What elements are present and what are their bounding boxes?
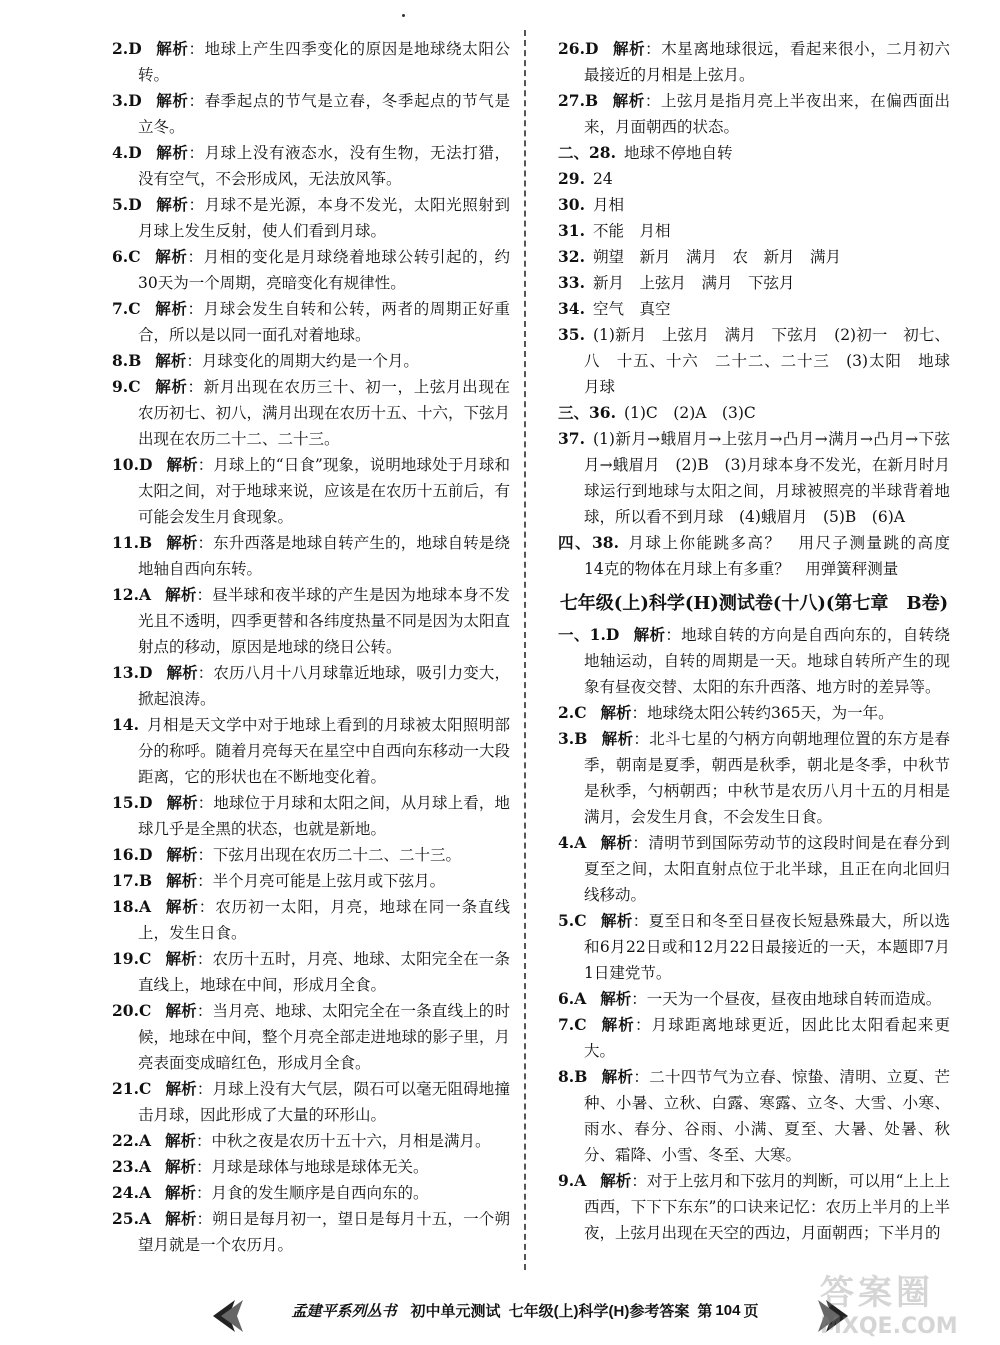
analysis-label: 解析 [166,793,198,812]
answer-choice: B [574,1067,588,1086]
answer-choice: A [138,1209,151,1228]
answer-item [112,348,510,374]
column-divider [524,30,526,1270]
answer-text: ：东升西落是地球自转产生的，地球自转是绕地轴自西向东转。 [138,534,510,578]
analysis-label: 解析 [165,949,197,968]
question-number: 35. [558,325,585,344]
answer-choice: D [584,39,599,58]
analysis-label: 解析 [165,585,197,604]
answer-text: ：一天为一个昼夜，昼夜由地球自转而造成。 [631,990,942,1008]
analysis-label: 解析 [155,39,189,58]
question-number: 四、38. [558,533,619,552]
question-number: 14. [112,715,139,734]
answer-item [112,88,510,140]
question-number: 34. [558,299,585,318]
answer-item [112,842,510,868]
analysis-label: 解析 [155,143,189,162]
question-number: 18. [112,897,139,916]
section-title: 七年级(上)科学(H)测试卷(十八)(第七章 B卷) [559,593,949,614]
answer-item [112,660,510,712]
answer-item [112,712,510,790]
question-number: 10. [112,455,139,474]
question-number: 2. [112,39,129,58]
answer-item [558,830,950,908]
answer-text: (1)新月 上弦月 满月 下弦月 (2)初一 初七、八 十五、十六 二十二、二十三 (3)太阳 地球 月球 [584,326,966,396]
analysis-label: 解析 [600,1171,632,1190]
answer-text: ：中秋之夜是农历十五十六，月相是满月。 [196,1132,491,1150]
answer-item [558,140,950,166]
question-number: 27. [558,91,585,110]
analysis-label: 解析 [154,247,188,266]
question-number: 6. [558,989,575,1008]
analysis-label: 解析 [154,299,188,318]
answer-text: 新月 上弦月 满月 下弦月 [592,274,795,292]
answer-choice: C [138,1079,152,1098]
answer-choice: C [138,1001,152,1020]
question-number: 30. [558,195,585,214]
answer-item [558,1012,950,1064]
analysis-label: 解析 [600,833,633,852]
answer-item [558,36,950,88]
question-number: 23. [112,1157,139,1176]
answer-text: ：月球上的“日食”现象，说明地球处于月球和太阳之间，对于地球来说，应该是在农历十五前后，有可能会发生月食现象。 [138,456,511,526]
answer-text: 地球不停地自转 [623,144,733,162]
answer-text: 24 [592,170,613,188]
answer-item [112,530,510,582]
answer-choice: B [574,729,588,748]
analysis-label: 解析 [166,845,198,864]
answer-choice: C [128,377,141,396]
answer-choice: B [584,91,599,110]
answer-choice: D [128,143,142,162]
answer-text: ：夏至日和冬至日昼夜长短悬殊最大，所以选和6月22日或和12月22日最接近的一天，本题即7月1日建党节。 [584,912,950,982]
analysis-label: 解析 [155,195,189,214]
answer-item [112,1076,510,1128]
analysis-label: 解析 [166,455,198,474]
answer-text: ：地球上产生四季变化的原因是地球绕太阳公转。 [138,40,510,84]
page-footer [200,1290,850,1330]
analysis-label: 解析 [612,91,645,110]
question-number: 11. [112,533,139,552]
answer-item [112,894,510,946]
answer-choice: A [138,1131,151,1150]
answer-item [558,400,950,426]
answer-item [112,998,510,1076]
question-number: 26. [558,39,585,58]
analysis-label: 解析 [166,663,198,682]
answer-choice: C [128,247,141,266]
answer-item [112,1128,510,1154]
answer-text: 月球上你能跳多高？ 用尺子测量跳的高度 14克的物体在月球上有多重？ 用弹簧秤测量 [584,534,966,578]
answer-text: ：月食的发生顺序是自西向东的。 [196,1184,429,1202]
question-number: 25. [112,1209,139,1228]
right-column [558,36,966,1246]
question-number: 32. [558,247,585,266]
answer-item [112,946,510,998]
answer-choice: A [138,585,151,604]
question-number: 6. [112,247,129,266]
answer-text: ：下弦月出现在农历二十二、二十三。 [197,846,461,864]
analysis-label: 解析 [165,1157,197,1176]
analysis-label: 解析 [600,703,632,722]
question-number: 19. [112,949,139,968]
answer-text: ：当月亮、地球、太阳完全在一条直线上的时候，地球在中间，整个月亮全部走进地球的影子里，月亮表面变成暗红色，形成月全食。 [138,1002,511,1072]
analysis-label: 解析 [155,351,187,370]
answer-choice: A [574,989,587,1008]
question-number: 22. [112,1131,139,1150]
answer-item [558,700,950,726]
answer-text: ：新月出现在农历三十、初一，上弦月出现在农历初七、初八，满月出现在农历十五、十六，下弦月出现在农历二十二、二十三。 [138,378,511,448]
answer-text: 月相 [592,196,624,214]
answer-text: ：清明节到国际劳动节的这段时间是在春分到夏至之间，太阳直射点位于北半球，且正在向北回归线移动。 [584,834,950,904]
answer-text: ：地球自转的方向是自西向东的，自转绕地轴运动，自转的周期是一天。地球自转所产生的现象有昼夜交替、太阳的东升西落、地方时的差异等。 [584,626,950,696]
answer-text: ：昼半球和夜半球的产生是因为地球本身不发光且不透明，四季更替和各纬度热量不同是因为太阳直射点的移动，原因是地球的绕日公转。 [138,586,511,656]
answer-text: ：月相的变化是月球绕着地球公转引起的，约30天为一个周期，亮暗变化有规律性。 [138,248,510,292]
question-number: 2. [558,703,575,722]
question-number: 17. [112,871,139,890]
question-number: 3. [558,729,575,748]
answer-text: ：月球上没有液态水，没有生物，无法打猎，没有空气，不会形成风，无法放风筝。 [138,144,510,188]
watermark-url: MXQE.COM [820,1314,958,1339]
answer-item [558,530,966,582]
answer-choice: D [138,793,153,812]
question-number: 20. [112,1001,139,1020]
question-number: 12. [112,585,139,604]
left-column [112,36,510,1258]
question-number: 7. [558,1015,575,1034]
answer-choice: D [128,195,142,214]
answer-text: ：春季起点的节气是立春，冬季起点的节气是立冬。 [138,92,510,136]
answer-choice: A [138,897,151,916]
answer-item [112,1206,510,1258]
answer-choice: A [574,1171,587,1190]
answer-item [558,166,950,192]
answer-choice: C [574,911,587,930]
answer-choice: B [138,871,153,890]
answer-choice: D [605,625,620,644]
answer-text: ：地球位于月球和太阳之间，从月球上看，地球几乎是全黑的状态，也就是新地。 [138,794,510,838]
answer-item [558,322,966,400]
analysis-label: 解析 [601,729,634,748]
answer-item [558,726,950,830]
question-number: 二、28. [558,143,616,162]
answer-choice: D [128,39,142,58]
answer-text: ：农历八月十八月球靠近地球，吸引力变大，掀起浪涛。 [138,664,510,708]
answer-item [112,452,510,530]
analysis-label: 解析 [155,91,189,110]
answer-text: 不能 月相 [592,222,671,240]
answer-text: ：半个月亮可能是上弦月或下弦月。 [197,872,446,890]
question-number: 4. [112,143,129,162]
answer-choice: C [574,1015,587,1034]
answer-choice: D [138,845,153,864]
answer-text: ：朔日是每月初一，望日是每月十五，一个朔望月就是一个农历月。 [138,1210,510,1254]
question-number: 7. [112,299,129,318]
analysis-label: 解析 [166,533,198,552]
answer-item [558,622,950,700]
answer-text: ：木星离地球很远，看起来很小，二月初六最接近的月相是上弦月。 [584,40,950,84]
answer-item [112,374,510,452]
answer-text: ：月球不是光源，本身不发光，太阳光照射到月球上发生反射，使人们看到月球。 [138,196,510,240]
analysis-label: 解析 [165,1131,197,1150]
answer-text: ：北斗七星的勺柄方向朝地理位置的东方是春季，朝南是夏季，朝西是秋季，朝北是冬季，中秋节是秋季，勺柄朝西；中秋节是农历八月十五的月相是满月，会发生月食，不会发生日食。 [584,730,950,826]
answer-choice: D [128,91,142,110]
analysis-label: 解析 [165,897,199,916]
answers-test-17-continued [558,36,966,582]
question-number: 16. [112,845,139,864]
analysis-label: 解析 [165,1079,197,1098]
answer-item [112,868,510,894]
question-number: 29. [558,169,585,188]
question-number: 4. [558,833,575,852]
question-number: 31. [558,221,585,240]
question-number: 24. [112,1183,139,1202]
answer-choice: C [574,703,587,722]
question-number: 3. [112,91,129,110]
answer-text: 空气 真空 [592,300,671,318]
answer-item [112,140,510,192]
answer-item [112,1154,510,1180]
footer-page-prefix: 第 [697,1302,713,1320]
answer-text: ：月球距离地球更近，因此比太阳看起来更大。 [584,1016,950,1060]
answer-item [558,426,950,530]
question-number: 一、1. [558,625,606,644]
analysis-label: 解析 [165,1209,197,1228]
answer-text: (1)新月→蛾眉月→上弦月→凸月→满月→凸月→下弦月→蛾眉月 (2)B (3)月球本身不发光，在新月时月球运行到地球与太阳之间，月球被照亮的半球背着地球，所以看不到月球 (4)蛾眉月 (5)B (6)A [584,430,950,526]
answer-text: ：月球是球体与地球是球体无关。 [196,1158,429,1176]
footer-page-suffix: 页 [743,1302,759,1320]
question-number: 15. [112,793,139,812]
answer-item [558,192,950,218]
question-number: 21. [112,1079,139,1098]
answer-text: ：农历十五时，月亮、地球、太阳完全在一条直线上，地球在中间，形成月全食。 [138,950,510,994]
question-number: 8. [112,351,129,370]
answer-text: ：二十四节气为立春、惊蛰、清明、立夏、芒种、小暑、立秋、白露、寒露、立冬、大雪、小寒、雨水、春分、谷雨、小满、夏至、大暑、处暑、秋分、霜降、小雪、冬至、大寒。 [584,1068,950,1164]
watermark-logo: 答案圈 [820,1273,934,1313]
analysis-label: 解析 [600,911,633,930]
answer-item [558,244,950,270]
footer-subject: 七年级(上)科学(H)参考答案 [508,1302,690,1320]
page-mark [402,14,405,17]
analysis-label: 解析 [165,1001,197,1020]
answer-choice: C [138,949,152,968]
analysis-label: 解析 [166,871,198,890]
analysis-label: 解析 [600,1015,635,1034]
analysis-label: 解析 [601,1067,634,1086]
question-number: 9. [112,377,129,396]
answer-text: ：农历初一太阳，月亮，地球在同一条直线上，发生日食。 [138,898,510,942]
answer-text: ：月球上没有大气层，陨石可以毫无阻碍地撞击月球，因此形成了大量的环形山。 [138,1080,510,1124]
answer-item [558,218,950,244]
answer-choice: A [138,1157,151,1176]
answer-text: 朔望 新月 满月 农 新月 满月 [592,248,841,266]
question-number: 33. [558,273,585,292]
page-number: 104 [715,1301,741,1319]
answer-item [558,88,950,140]
answer-choice: A [138,1183,151,1202]
analysis-label: 解析 [633,625,666,644]
answer-item [558,1168,950,1246]
answer-text: 月相是天文学中对于地球上看到的月球被太阳照明部分的称呼。随着月亮每天在星空中自西向东移动一大段距离，它的形状也在不断地变化着。 [138,716,511,786]
answer-item [558,1064,950,1168]
question-number: 13. [112,663,139,682]
answer-item [112,244,510,296]
answer-text: (1)C (2)A (3)C [623,404,756,422]
answer-text: ：上弦月是指月亮上半夜出来，在偏西面出来，月面朝西的状态。 [584,92,950,136]
footer-series: 初中单元测试 [410,1302,501,1320]
answer-choice: C [128,299,141,318]
analysis-label: 解析 [165,1183,197,1202]
answer-item [112,36,510,88]
footer-brand: 孟建平系列丛书 [291,1302,397,1320]
question-number: 5. [558,911,575,930]
answer-choice: B [138,533,153,552]
analysis-label: 解析 [600,989,632,1008]
question-number: 8. [558,1067,575,1086]
answer-item [558,270,950,296]
answer-choice: D [138,663,153,682]
answer-item [112,192,510,244]
answer-item [112,296,510,348]
answer-item [558,296,950,322]
answer-choice: B [128,351,142,370]
watermark [820,1265,990,1343]
answer-item [112,582,510,660]
answer-text: ：月球变化的周期大约是一个月。 [186,352,419,370]
answer-text: ：地球绕太阳公转约365天，为一年。 [631,704,894,722]
answer-item [558,908,950,986]
answer-item [558,986,950,1012]
analysis-label: 解析 [154,377,188,396]
answer-item [112,790,510,842]
answers-test-18 [558,622,950,1246]
question-number: 9. [558,1171,575,1190]
answer-item [112,1180,510,1206]
answer-choice: A [574,833,587,852]
analysis-label: 解析 [612,39,646,58]
answer-text: ：对于上弦月和下弦月的判断，可以用“上上上西西，下下下东东”的口诀来记忆：农历上半月的上半夜，上弦月出现在天空的西边，月面朝西；下半月的 [584,1172,950,1242]
question-number: 5. [112,195,129,214]
answer-text: ：月球会发生自转和公转，两者的周期正好重合，所以是以同一面孔对着地球。 [138,300,510,344]
question-number: 三、36. [558,403,616,422]
question-number: 37. [558,429,585,448]
answer-choice: D [138,455,153,474]
